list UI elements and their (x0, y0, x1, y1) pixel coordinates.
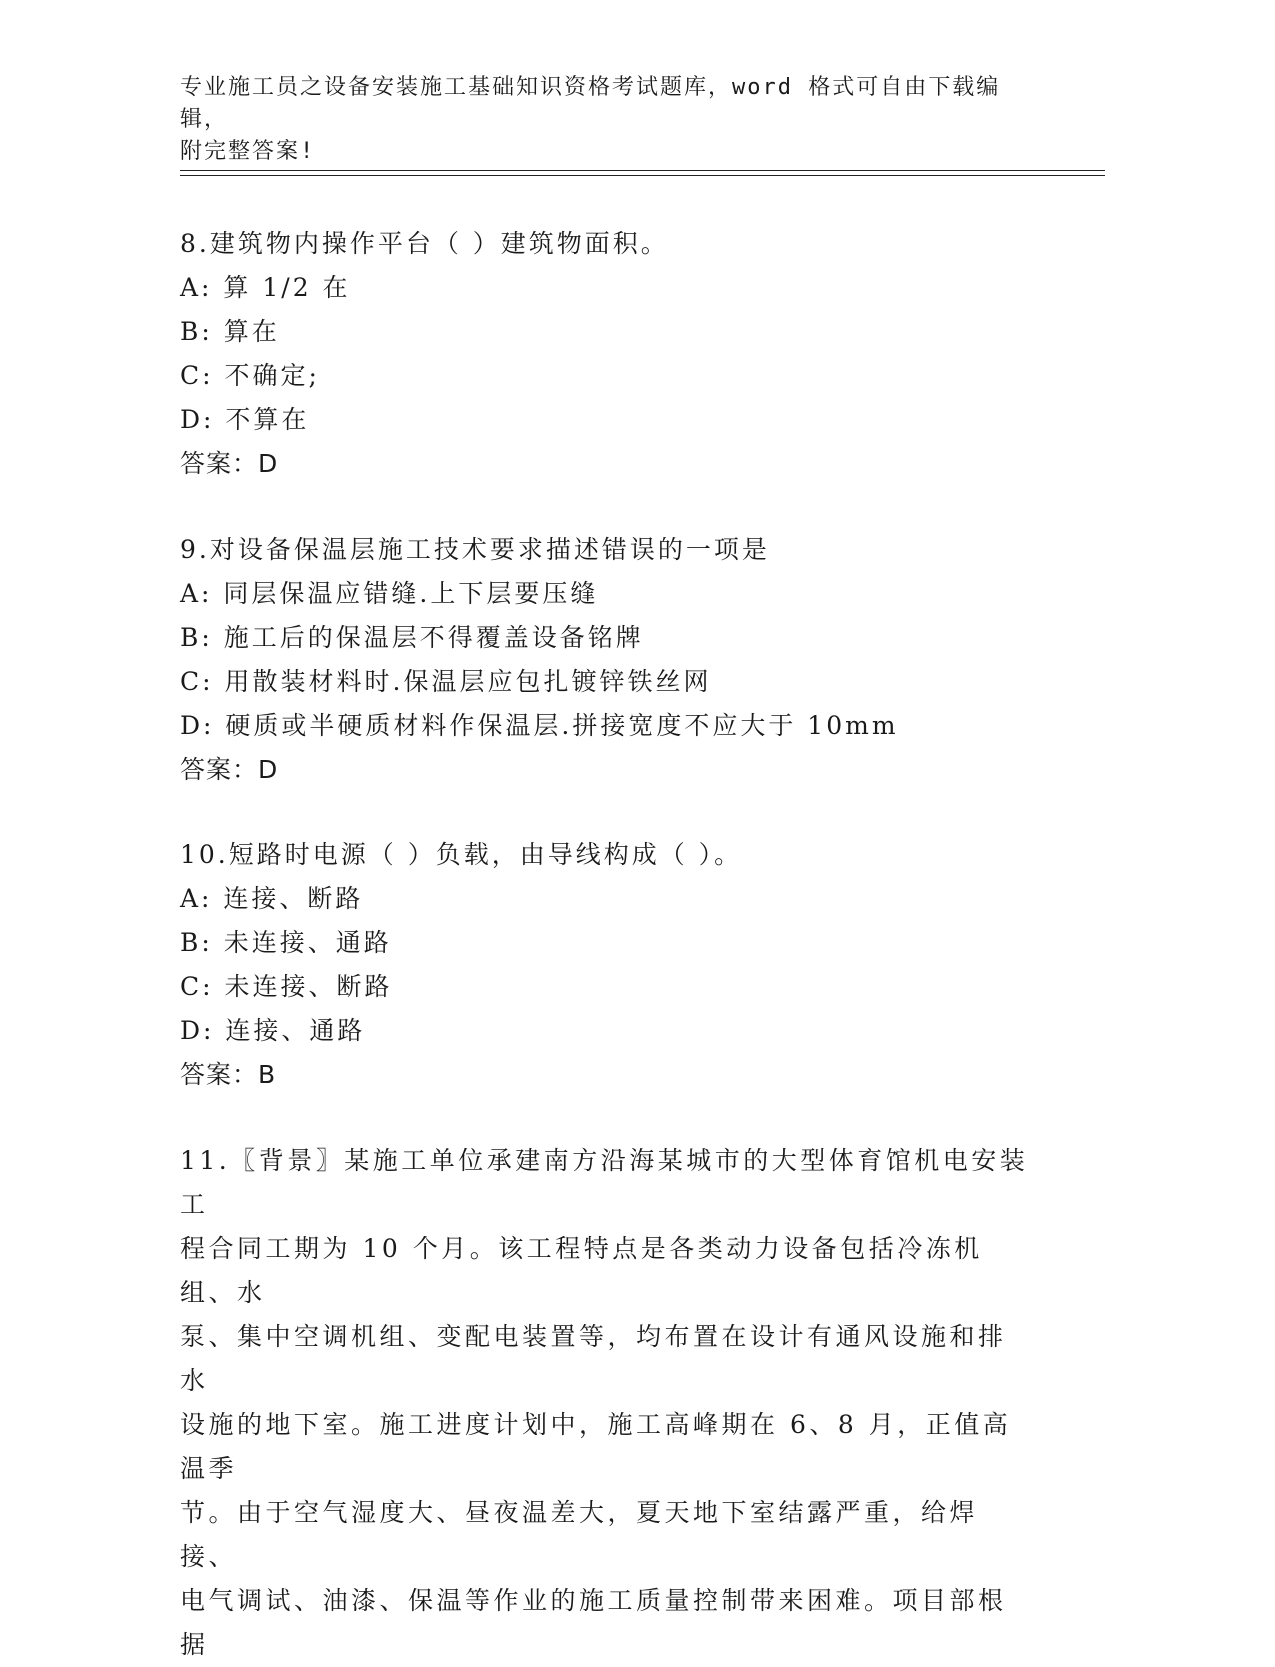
option-a: A: 连接、断路 (180, 884, 364, 913)
option-a: A: 同层保温应错缝.上下层要压缝 (180, 579, 599, 608)
question-10 (180, 833, 1040, 1097)
option-c: C: 用散装材料时.保温层应包扎镀锌铁丝网 (180, 667, 712, 696)
question-paragraph (180, 1139, 1030, 1667)
paragraph-line: 节。由于空气湿度大、昼夜温差大，夏天地下室结露严重，给焊接、 (180, 1498, 979, 1571)
header-divider-top (180, 170, 1105, 171)
question-stem: 8.建筑物内操作平台（ ）建筑物面积。 (180, 229, 669, 258)
question-stem: 9.对设备保温层施工技术要求描述错误的一项是 (180, 535, 770, 564)
paragraph-line: 11.〖背景〗某施工单位承建南方沿海某城市的大型体育馆机电安装工 (180, 1146, 1029, 1219)
paragraph-line: 泵、集中空调机组、变配电装置等，均布置在设计有通风设施和排水 (180, 1322, 1007, 1395)
option-b: B: 施工后的保温层不得覆盖设备铭牌 (180, 623, 644, 652)
option-d: D: 不算在 (180, 405, 310, 434)
paragraph-line: 程合同工期为 10 个月。该工程特点是各类动力设备包括冷冻机组、水 (180, 1234, 983, 1307)
option-b: B: 算在 (180, 317, 280, 346)
header-divider-bottom (180, 175, 1105, 176)
answer: 答案：D (180, 449, 279, 478)
document-header (180, 72, 1040, 168)
answer: 答案：D (180, 755, 279, 784)
option-c: C: 不确定; (180, 361, 320, 390)
answer: 答案：B (180, 1060, 277, 1089)
question-9 (180, 528, 1040, 792)
question-11 (180, 1139, 1040, 1667)
option-c: C: 未连接、断路 (180, 972, 393, 1001)
option-a: A: 算 1/2 在 (180, 273, 351, 302)
option-d: D: 硬质或半硬质材料作保温层.拼接宽度不应大于 10mm (180, 711, 899, 740)
option-d: D: 连接、通路 (180, 1016, 366, 1045)
paragraph-line: 设施的地下室。施工进度计划中，施工高峰期在 6、8 月，正值高温季 (180, 1410, 1012, 1483)
question-stem: 10.短路时电源（ ）负载，由导线构成（ ）。 (180, 840, 743, 869)
paragraph-line: 电气调试、油漆、保温等作业的施工质量控制带来困难。项目部根据 (180, 1586, 1007, 1659)
question-8 (180, 222, 1040, 486)
option-b: B: 未连接、通路 (180, 928, 392, 957)
header-line-1: 专业施工员之设备安装施工基础知识资格考试题库，word 格式可自由下载编辑， (180, 75, 1001, 132)
header-line-2: 附完整答案! (180, 139, 316, 164)
